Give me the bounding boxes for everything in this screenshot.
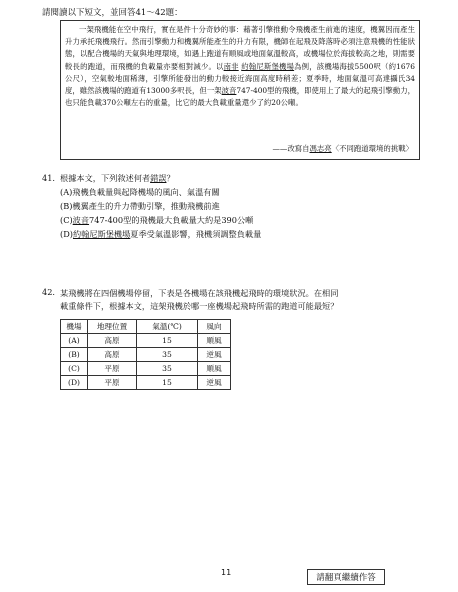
table-header: 機場 (61, 320, 88, 334)
table-cell: (B) (61, 348, 88, 362)
table-cell: 15 (137, 376, 198, 390)
passage-part-1: 一架飛機能在空中飛行，實在是件十分奇妙的事：藉著引擎推動令飛機產生前進的速度，機翼因而產生升力承托飛機飛行。然而引擎動力和機翼所能產生的升力有限，機師在起飛及降落時必須注意飛機的性能狀態，以配合機場的天氣與地理環境，如遇上跑道有順風或地面氣溫較高，或機場位於海拔較高之地，則需要較長的跑道，而飛機的負載量亦要相對減少。以 (65, 25, 415, 71)
table-row (61, 362, 231, 376)
table-cell: 35 (137, 348, 198, 362)
table-header: 地理位置 (88, 320, 137, 334)
turn-page-notice: 請翻頁繼續作答 (307, 569, 385, 585)
table-header: 風向 (198, 320, 231, 334)
q41-option-d: (D)約翰尼斯堡機場夏季受氣溫影響，飛機須調整負載量 (60, 229, 262, 239)
q41-number: 41. (42, 173, 56, 183)
table-cell: 35 (137, 362, 198, 376)
q41-option-a: (A)飛機負載量與起降機場的風向、氣溫有關 (60, 187, 220, 197)
table-cell: (D) (61, 376, 88, 390)
passage-part-3: 747-400型的飛機，即使用上了最大的起飛引擎動力，也只能負載370公噸左右的重量，比它的最大負載重量還少了約20公噸。 (65, 86, 415, 108)
table-cell: 平原 (88, 362, 137, 376)
passage-text (65, 24, 415, 109)
table-cell: 逆風 (198, 348, 231, 362)
table-cell: 15 (137, 334, 198, 348)
table-row (61, 348, 231, 362)
q42-number: 42. (42, 287, 56, 297)
table-cell: 平原 (88, 376, 137, 390)
q41-option-c: (C)波音747-400型的飛機最大負載量大約是390公噸 (60, 215, 254, 225)
q42-stem-line-1: 某飛機將在四個機場停留，下表是各機場在該飛機起飛時的環境狀況。在相同 (60, 288, 339, 298)
q41-emphasis: 錯誤 (150, 173, 167, 183)
author-name: 馮志亮 (309, 144, 332, 153)
q41-stem: 根據本文，下列敘述何者錯誤？ (60, 173, 175, 183)
table-header-row (61, 320, 231, 334)
table-cell: 順風 (198, 362, 231, 376)
table-cell: (A) (61, 334, 88, 348)
table-cell: 高原 (88, 348, 137, 362)
passage-box (60, 20, 420, 160)
airport-environment-table (60, 319, 231, 390)
table-row (61, 376, 231, 390)
q41-option-b: (B)機翼產生的升力帶動引擎，推動飛機前進 (60, 201, 220, 211)
page-number: 11 (221, 568, 232, 577)
table-cell: (C) (61, 362, 88, 376)
table-header: 氣溫(℃) (137, 320, 198, 334)
passage-source: ——改寫自馮志亮〈不同跑道環境的挑戰〉 (272, 144, 413, 153)
place-name-south-africa: 南非 (223, 61, 239, 71)
passage-part-2: 為例，該機場海拔5500呎（約1676公尺），空氣較地面稀薄，引擎所能發出的動力較接近海面高度時稍差；夏季時，地面氣溫可高達攝氏34度，雖然該機場的跑道有13000多呎長，但一架 (65, 61, 415, 96)
source-title: 〈不同跑道環境的挑戰〉 (331, 144, 413, 153)
company-name: 波音 (221, 86, 237, 96)
table-cell: 順風 (198, 334, 231, 348)
table-row (61, 334, 231, 348)
table-cell: 逆風 (198, 376, 231, 390)
table-cell: 高原 (88, 334, 137, 348)
q42-stem-line-2: 載重條件下，根據本文，這架飛機於哪一座機場起飛時所需的跑道可能最短？ (60, 301, 339, 311)
place-name-airport: 約翰尼斯堡機場 (241, 61, 295, 71)
reading-instruction: 請閱讀以下短文，並回答41～42題： (42, 8, 183, 18)
